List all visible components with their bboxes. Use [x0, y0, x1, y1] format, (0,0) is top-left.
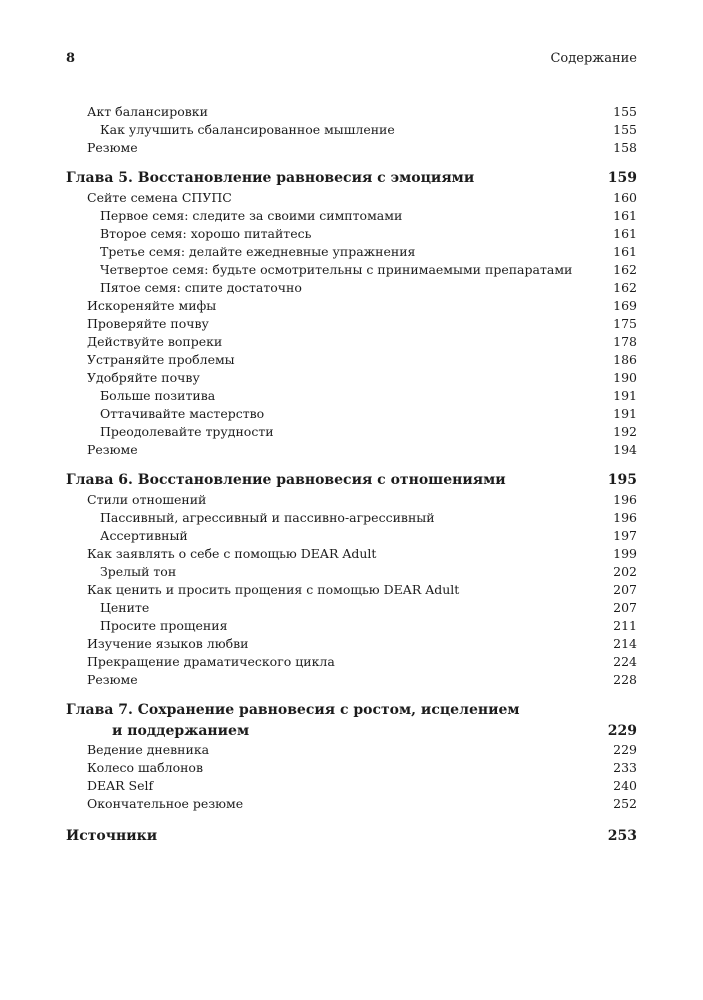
toc-entry-title: Колесо шаблонов: [87, 760, 203, 775]
toc-entry-row: [66, 369, 637, 387]
toc-chapter-row: [66, 167, 637, 189]
toc-entry-page: 155: [613, 104, 637, 119]
toc-entry-page: 161: [613, 226, 637, 241]
toc-entry-title: Резюме: [87, 140, 138, 155]
toc-entry-row: [66, 121, 637, 139]
toc-entry-page: 207: [613, 600, 637, 615]
toc-entry-page: 175: [613, 316, 637, 331]
toc-entry-title: Второе семя: хорошо питайтесь: [100, 226, 312, 241]
toc-entry-row: [66, 777, 637, 795]
toc-entry-page: 186: [613, 352, 637, 367]
page-number: 8: [66, 51, 76, 66]
toc-entry-row: [66, 207, 637, 225]
toc-entry-title: Глава 7. Сохранение равновесия с ростом, исцелением: [66, 702, 520, 718]
toc-entry-page: 162: [613, 280, 637, 295]
toc-entry-title: Устраняйте проблемы: [87, 352, 235, 367]
toc-sources-row: [66, 825, 637, 847]
toc-entry-page: 229: [607, 723, 637, 739]
toc-entry-title: Зрелый тон: [100, 564, 177, 579]
toc-entry-row: [66, 333, 637, 351]
toc-entry-page: 155: [613, 122, 637, 137]
toc-entry-page: 233: [613, 760, 637, 775]
toc-entry-title: Ведение дневника: [87, 742, 210, 757]
toc-entry-row: [66, 139, 637, 157]
toc-entry-title: Искореняйте мифы: [87, 298, 217, 313]
toc-entry-page: 196: [613, 492, 637, 507]
toc-entry-row: [66, 671, 637, 689]
toc-entry-row: [66, 635, 637, 653]
toc-entry-title: DEAR Self: [87, 778, 154, 793]
toc-entry-row: [66, 387, 637, 405]
toc-chapter-row: [66, 699, 637, 721]
toc-entry-page: 194: [613, 442, 637, 457]
toc-entry-title: Глава 6. Восстановление равновесия с отношениями: [66, 472, 506, 488]
toc-entry-title: Резюме: [87, 672, 138, 687]
toc-entry-row: [66, 563, 637, 581]
toc-entry-row: [66, 225, 637, 243]
toc-entry-page: 228: [613, 672, 637, 687]
table-of-contents: [66, 103, 637, 847]
toc-entry-title: Больше позитива: [100, 388, 216, 403]
toc-entry-page: 161: [613, 208, 637, 223]
toc-entry-page: 178: [613, 334, 637, 349]
section-gap: [66, 689, 637, 699]
running-header: [66, 51, 637, 69]
toc-entry-title: Действуйте вопреки: [87, 334, 223, 349]
toc-entry-title: Как ценить и просить прощения с помощью DEAR Adult: [87, 582, 460, 597]
toc-entry-page: 211: [613, 618, 637, 633]
toc-entry-title: Резюме: [87, 442, 138, 457]
toc-entry-row: [66, 261, 637, 279]
toc-entry-page: 192: [613, 424, 637, 439]
toc-entry-title: Просите прощения: [100, 618, 228, 633]
toc-entry-page: 195: [607, 472, 637, 488]
toc-entry-row: [66, 617, 637, 635]
toc-entry-title: Удобряйте почву: [87, 370, 200, 385]
toc-entry-page: 191: [613, 388, 637, 403]
toc-entry-row: [66, 423, 637, 441]
toc-entry-row: [66, 653, 637, 671]
toc-entry-row: [66, 315, 637, 333]
toc-entry-title: Преодолевайте трудности: [100, 424, 274, 439]
toc-entry-title: Оттачивайте мастерство: [100, 406, 265, 421]
toc-entry-page: 169: [613, 298, 637, 313]
toc-entry-page: 214: [613, 636, 637, 651]
toc-entry-page: 199: [613, 546, 637, 561]
toc-entry-page: 253: [607, 828, 637, 844]
toc-entry-title: Акт балансировки: [87, 104, 208, 119]
toc-entry-page: 197: [613, 528, 637, 543]
toc-entry-page: 162: [613, 262, 637, 277]
toc-entry-row: [66, 405, 637, 423]
toc-entry-row: [66, 599, 637, 617]
toc-entry-page: 252: [613, 796, 637, 811]
toc-entry-page: 161: [613, 244, 637, 259]
section-gap: [66, 157, 637, 167]
toc-entry-title: Сейте семена СПУПС: [87, 190, 232, 205]
toc-entry-title: Глава 5. Восстановление равновесия с эмоциями: [66, 170, 475, 186]
toc-entry-page: 196: [613, 510, 637, 525]
toc-chapter-row: [66, 721, 637, 741]
toc-entry-row: [66, 351, 637, 369]
toc-entry-page: 158: [613, 140, 637, 155]
toc-entry-page: 224: [613, 654, 637, 669]
running-title: Содержание: [550, 51, 637, 66]
toc-entry-title: Четвертое семя: будьте осмотрительны с принимаемыми препаратами: [100, 262, 573, 277]
toc-entry-title: Проверяйте почву: [87, 316, 209, 331]
toc-entry-title: и поддержанием: [112, 723, 250, 739]
toc-entry-page: 229: [613, 742, 637, 757]
toc-entry-row: [66, 297, 637, 315]
toc-entry-title: Окончательное резюме: [87, 796, 244, 811]
toc-entry-title: Пассивный, агрессивный и пассивно-агрессивный: [100, 510, 435, 525]
section-gap: [66, 813, 637, 825]
toc-entry-title: Изучение языков любви: [87, 636, 249, 651]
toc-entry-page: 159: [607, 170, 637, 186]
toc-entry-title: Как заявлять о себе с помощью DEAR Adult: [87, 546, 377, 561]
toc-entry-title: Стили отношений: [87, 492, 207, 507]
toc-entry-page: 202: [613, 564, 637, 579]
toc-entry-page: 191: [613, 406, 637, 421]
toc-entry-row: [66, 279, 637, 297]
toc-entry-title: Прекращение драматического цикла: [87, 654, 335, 669]
toc-entry-page: 190: [613, 370, 637, 385]
toc-chapter-row: [66, 469, 637, 491]
toc-entry-row: [66, 795, 637, 813]
toc-entry-page: 240: [613, 778, 637, 793]
toc-entry-title: Как улучшить сбалансированное мышление: [100, 122, 395, 137]
toc-entry-row: [66, 741, 637, 759]
toc-entry-row: [66, 103, 637, 121]
toc-entry-title: Ассертивный: [100, 528, 188, 543]
toc-entry-page: 160: [613, 190, 637, 205]
toc-entry-row: [66, 491, 637, 509]
toc-entry-title: Источники: [66, 828, 158, 844]
toc-entry-row: [66, 527, 637, 545]
toc-entry-page: 207: [613, 582, 637, 597]
toc-entry-title: Пятое семя: спите достаточно: [100, 280, 302, 295]
toc-entry-title: Цените: [100, 600, 150, 615]
toc-entry-row: [66, 441, 637, 459]
toc-entry-row: [66, 581, 637, 599]
toc-entry-row: [66, 243, 637, 261]
toc-entry-row: [66, 759, 637, 777]
toc-entry-row: [66, 545, 637, 563]
toc-entry-title: Первое семя: следите за своими симптомами: [100, 208, 403, 223]
toc-entry-title: Третье семя: делайте ежедневные упражнения: [100, 244, 416, 259]
toc-entry-row: [66, 509, 637, 527]
toc-entry-row: [66, 189, 637, 207]
section-gap: [66, 459, 637, 469]
